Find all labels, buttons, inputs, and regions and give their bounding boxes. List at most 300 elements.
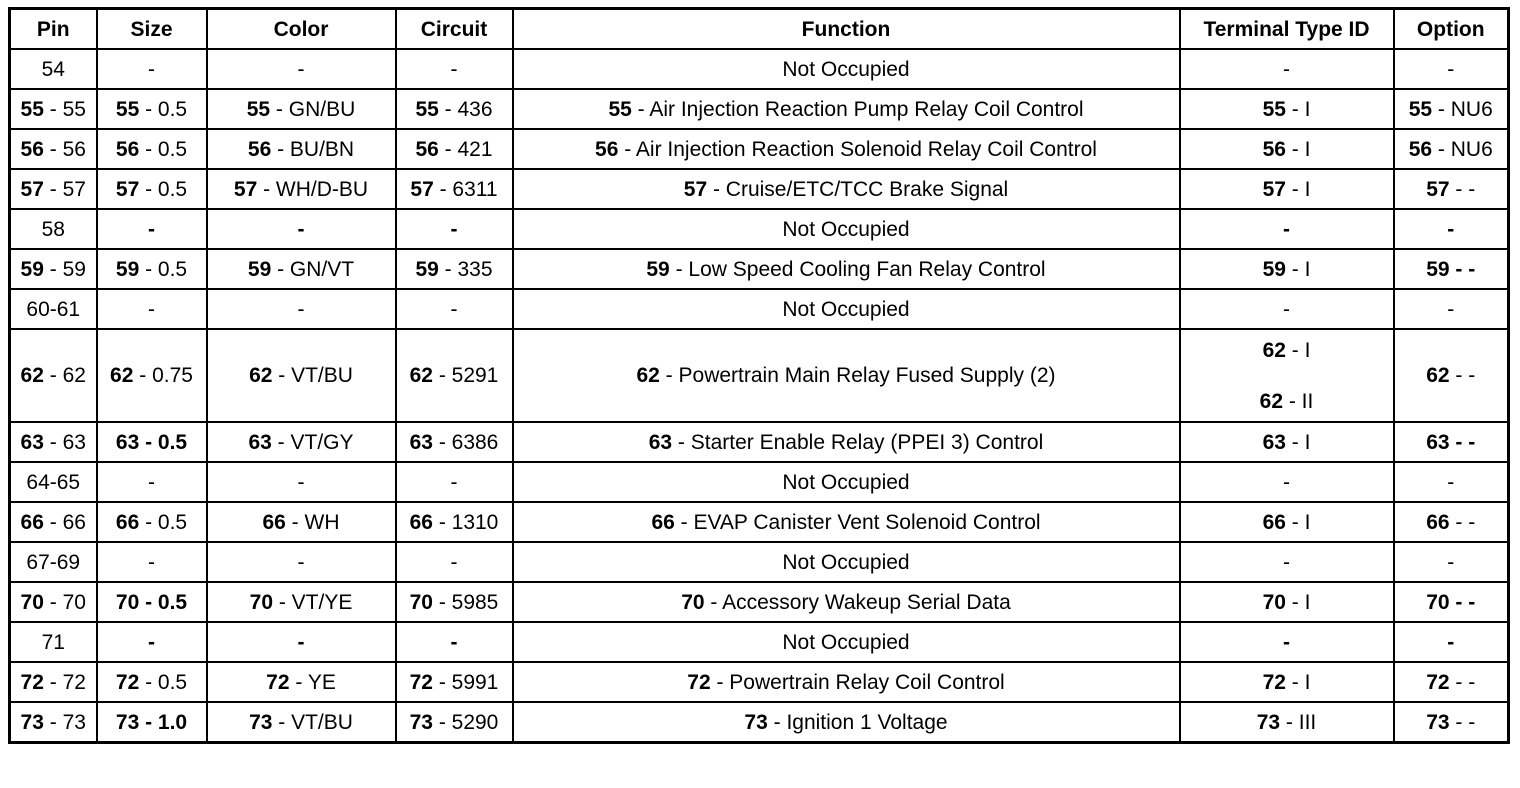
cell-value: - Air Injection Reaction Pump Relay Coil Control	[631, 97, 1084, 121]
cell-function	[513, 702, 1180, 743]
cell-size	[97, 662, 207, 702]
pin-number-label: - 0.5	[139, 430, 188, 454]
cell-function	[513, 502, 1180, 542]
cell-function	[513, 422, 1180, 462]
pin-number-label: 62	[409, 364, 433, 387]
pin-number-label: 70	[115, 590, 140, 614]
cell-value: 67-69	[26, 550, 81, 574]
pin-number-label: 66	[1426, 510, 1450, 534]
cell-value: - 62	[43, 364, 86, 387]
pin-number-label: 59	[247, 257, 272, 281]
pin-number-label: 73	[115, 710, 140, 734]
cell-value: Not Occupied	[782, 297, 910, 321]
cell-value: - 73	[43, 710, 86, 734]
cell-option	[1394, 542, 1509, 582]
cell-value: - I	[1285, 510, 1311, 534]
cell-value: - GN/VT	[271, 257, 355, 281]
cell-circuit	[396, 622, 513, 662]
cell-pin	[10, 49, 97, 89]
pin-number-label: - -	[1449, 430, 1476, 454]
cell-value: - VT/BU	[272, 710, 353, 734]
pin-number-label: 72	[1426, 670, 1450, 694]
cell-value: - 56	[43, 137, 86, 161]
pin-number-label: -	[297, 217, 305, 241]
cell-option	[1394, 662, 1509, 702]
cell-pin	[10, 662, 97, 702]
pin-number-label: 66	[20, 510, 44, 534]
table-row	[10, 329, 1509, 422]
cell-value: 71	[41, 630, 65, 654]
cell-terminal-type-id	[1180, 462, 1394, 502]
cell-value: -	[1283, 470, 1290, 494]
cell-pin	[10, 329, 97, 422]
cell-pin	[10, 169, 97, 209]
cell-value: - 0.5	[139, 177, 188, 201]
cell-terminal-type-id	[1180, 169, 1394, 209]
cell-value: - WH/D-BU	[257, 177, 369, 201]
cell-function	[513, 329, 1180, 422]
cell-function	[513, 289, 1180, 329]
cell-value: - Powertrain Relay Coil Control	[710, 670, 1005, 694]
pin-number-label: 66	[651, 510, 675, 534]
cell-option	[1394, 702, 1509, 743]
cell-line	[1263, 340, 1311, 361]
pin-number-label: 73	[1256, 710, 1281, 734]
pin-number-label: 73	[1426, 710, 1450, 734]
cell-value: -	[297, 470, 305, 494]
cell-value: -	[450, 57, 458, 81]
table-row	[10, 422, 1509, 462]
pin-number-label: 62	[249, 364, 273, 387]
cell-value: - 436	[438, 97, 493, 121]
cell-value: - I	[1285, 257, 1311, 281]
cell-value: - 5991	[432, 670, 499, 694]
cell-pin	[10, 209, 97, 249]
cell-value: -	[297, 297, 305, 321]
column-header-option: Option	[1394, 9, 1509, 50]
table-body	[10, 49, 1509, 743]
cell-option	[1394, 169, 1509, 209]
cell-value: - VT/BU	[272, 364, 353, 387]
cell-value: - Starter Enable Relay (PPEI 3) Control	[672, 430, 1044, 454]
pin-number-label: -	[148, 630, 155, 654]
cell-circuit	[396, 422, 513, 462]
pin-number-label: 56	[20, 137, 44, 161]
pin-number-label: 57	[115, 177, 140, 201]
cell-value: -	[148, 550, 155, 574]
pin-number-label: 62	[1262, 338, 1286, 362]
cell-value: -	[1447, 297, 1455, 321]
cell-circuit	[396, 502, 513, 542]
cell-pin	[10, 289, 97, 329]
cell-circuit	[396, 462, 513, 502]
table-row	[10, 622, 1509, 662]
pin-number-label: -	[148, 217, 155, 241]
cell-size	[97, 622, 207, 662]
pin-number-label: 59	[20, 257, 44, 281]
pin-number-label: 66	[1262, 510, 1286, 534]
cell-value: - I	[1285, 430, 1311, 454]
cell-option	[1394, 329, 1509, 422]
cell-terminal-type-id	[1180, 502, 1394, 542]
pin-number-label: 63	[1426, 430, 1450, 454]
cell-color	[207, 169, 396, 209]
table-row	[10, 462, 1509, 502]
cell-size	[97, 209, 207, 249]
cell-color	[207, 662, 396, 702]
pin-number-label: -	[1283, 217, 1290, 241]
pin-number-label: 59	[415, 257, 439, 281]
cell-value: - 70	[43, 590, 86, 614]
pin-number-label: 70	[409, 590, 433, 614]
cell-value: 60-61	[26, 297, 81, 321]
cell-option	[1394, 502, 1509, 542]
cell-size	[97, 249, 207, 289]
cell-value: - II	[1283, 389, 1314, 413]
pin-number-label: 59	[646, 257, 670, 281]
cell-value: - 421	[438, 137, 493, 161]
cell-value: - 59	[43, 257, 86, 281]
table-row	[10, 49, 1509, 89]
cell-pin	[10, 622, 97, 662]
cell-value: - VT/YE	[273, 590, 353, 614]
pin-number-label: 56	[595, 137, 619, 161]
pin-number-label: 73	[249, 710, 273, 734]
pin-number-label: 63	[115, 430, 140, 454]
cell-value: - GN/BU	[270, 97, 356, 121]
cell-function	[513, 49, 1180, 89]
cell-value: - 0.75	[133, 364, 193, 387]
cell-size	[97, 702, 207, 743]
cell-color	[207, 582, 396, 622]
cell-value: - NU6	[1432, 137, 1493, 161]
cell-value: -	[1447, 57, 1455, 81]
pin-number-label: 72	[1262, 670, 1286, 694]
pin-number-label: 63	[409, 430, 433, 454]
cell-value: 64-65	[26, 470, 81, 494]
cell-value: -	[1283, 297, 1290, 321]
cell-option	[1394, 422, 1509, 462]
table-header-row	[10, 9, 1509, 50]
cell-value: -	[148, 57, 155, 81]
cell-terminal-type-id	[1180, 49, 1394, 89]
column-header-function: Function	[513, 9, 1180, 50]
cell-value: - -	[1449, 670, 1476, 694]
cell-color	[207, 249, 396, 289]
pin-number-label: 63	[248, 430, 272, 454]
cell-option	[1394, 89, 1509, 129]
cell-size	[97, 169, 207, 209]
table-row	[10, 289, 1509, 329]
cell-option	[1394, 209, 1509, 249]
cell-value: -	[450, 297, 458, 321]
pin-number-label: 70	[20, 590, 44, 614]
cell-function	[513, 129, 1180, 169]
cell-color	[207, 209, 396, 249]
cell-value: - WH	[285, 510, 340, 534]
cell-line	[1260, 391, 1314, 412]
cell-color	[207, 502, 396, 542]
cell-circuit	[396, 129, 513, 169]
cell-function	[513, 542, 1180, 582]
cell-size	[97, 89, 207, 129]
pin-number-label: -	[1447, 217, 1455, 241]
pin-number-label: 56	[1408, 137, 1433, 161]
cell-value: - 55	[43, 97, 86, 121]
cell-value: - 0.5	[139, 137, 188, 161]
cell-value: - 335	[438, 257, 493, 281]
cell-color	[207, 702, 396, 743]
pin-number-label: -	[450, 630, 458, 654]
cell-terminal-type-id	[1180, 209, 1394, 249]
pin-number-label: 57	[20, 177, 44, 201]
cell-value: 54	[41, 57, 65, 81]
cell-value: -	[1283, 57, 1290, 81]
cell-value: - Accessory Wakeup Serial Data	[704, 590, 1011, 614]
multi-value-stack	[1183, 340, 1391, 412]
pin-number-label: 70	[1262, 590, 1286, 614]
cell-function	[513, 622, 1180, 662]
cell-value: - 6311	[433, 177, 498, 201]
cell-value: - VT/GY	[271, 430, 354, 454]
cell-color	[207, 622, 396, 662]
pin-number-label: - -	[1449, 590, 1476, 614]
cell-value: - 0.5	[139, 670, 188, 694]
cell-pin	[10, 249, 97, 289]
cell-value: - -	[1449, 510, 1476, 534]
cell-color	[207, 289, 396, 329]
pin-number-label: 73	[744, 710, 768, 734]
pin-number-label: 55	[415, 97, 439, 121]
pin-number-label: 66	[409, 510, 433, 534]
pin-number-label: 59	[115, 257, 140, 281]
cell-terminal-type-id	[1180, 662, 1394, 702]
pin-number-label: 72	[20, 670, 44, 694]
cell-value: - I	[1285, 177, 1311, 201]
cell-size	[97, 49, 207, 89]
pin-number-label: 73	[409, 710, 433, 734]
cell-value: - NU6	[1432, 97, 1493, 121]
pin-number-label: 57	[410, 177, 434, 201]
cell-pin	[10, 582, 97, 622]
cell-color	[207, 329, 396, 422]
pin-number-label: 56	[415, 137, 439, 161]
cell-value: - -	[1449, 177, 1476, 201]
cell-value: -	[450, 550, 458, 574]
cell-option	[1394, 462, 1509, 502]
table-row	[10, 542, 1509, 582]
cell-value: - EVAP Canister Vent Solenoid Control	[674, 510, 1041, 534]
cell-terminal-type-id	[1180, 622, 1394, 662]
pin-number-label: -	[1283, 630, 1290, 654]
cell-function	[513, 249, 1180, 289]
cell-terminal-type-id	[1180, 582, 1394, 622]
pin-number-label: 57	[233, 177, 258, 201]
cell-value: - 63	[43, 430, 86, 454]
cell-value: Not Occupied	[782, 57, 910, 81]
cell-circuit	[396, 249, 513, 289]
cell-value: - 0.5	[139, 257, 188, 281]
cell-pin	[10, 89, 97, 129]
column-header-terminal-type-id: Terminal Type ID	[1180, 9, 1394, 50]
pin-number-label: 73	[20, 710, 44, 734]
pin-number-label: -	[450, 217, 458, 241]
table-row	[10, 502, 1509, 542]
pin-number-label: 59	[1262, 257, 1286, 281]
cell-value: 58	[41, 217, 65, 241]
cell-value: - Ignition 1 Voltage	[767, 710, 948, 734]
column-header-size: Size	[97, 9, 207, 50]
pin-number-label: 56	[1262, 137, 1286, 161]
pin-number-label: 62	[636, 364, 660, 387]
pin-number-label: 62	[110, 364, 134, 387]
cell-circuit	[396, 702, 513, 743]
cell-value: Not Occupied	[782, 217, 910, 241]
cell-circuit	[396, 209, 513, 249]
table-row	[10, 702, 1509, 743]
cell-value: -	[1447, 550, 1455, 574]
cell-size	[97, 329, 207, 422]
pin-number-label: 57	[683, 177, 708, 201]
pin-number-label: 70	[1426, 590, 1450, 614]
cell-value: - 72	[43, 670, 86, 694]
cell-terminal-type-id	[1180, 542, 1394, 582]
pin-number-label: 55	[115, 97, 140, 121]
pin-number-label: 72	[266, 670, 290, 694]
cell-terminal-type-id	[1180, 702, 1394, 743]
cell-value: - I	[1285, 97, 1311, 121]
cell-pin	[10, 702, 97, 743]
pin-number-label: 55	[1408, 97, 1433, 121]
pin-number-label: -	[1447, 630, 1455, 654]
cell-circuit	[396, 289, 513, 329]
column-header-color: Color	[207, 9, 396, 50]
cell-pin	[10, 542, 97, 582]
cell-value: -	[1447, 470, 1455, 494]
cell-size	[97, 542, 207, 582]
cell-circuit	[396, 662, 513, 702]
cell-option	[1394, 289, 1509, 329]
pin-number-label: 72	[687, 670, 711, 694]
cell-value: - Air Injection Reaction Solenoid Relay Coil Control	[618, 137, 1097, 161]
pin-number-label: 72	[409, 670, 433, 694]
cell-circuit	[396, 49, 513, 89]
cell-size	[97, 462, 207, 502]
pin-number-label: 63	[1262, 430, 1286, 454]
pin-number-label: 57	[1426, 177, 1450, 201]
cell-value: -	[297, 550, 305, 574]
cell-pin	[10, 129, 97, 169]
table-row	[10, 662, 1509, 702]
cell-color	[207, 422, 396, 462]
pin-number-label: -	[297, 630, 305, 654]
pin-number-label: 63	[20, 430, 44, 454]
connector-pinout-table	[8, 7, 1510, 744]
cell-value: -	[1283, 550, 1290, 574]
cell-circuit	[396, 542, 513, 582]
table-row	[10, 89, 1509, 129]
cell-option	[1394, 129, 1509, 169]
pin-number-label: 66	[115, 510, 140, 534]
cell-size	[97, 582, 207, 622]
cell-terminal-type-id	[1180, 289, 1394, 329]
pin-number-label: 55	[246, 97, 271, 121]
cell-function	[513, 662, 1180, 702]
cell-circuit	[396, 89, 513, 129]
cell-value: - Low Speed Cooling Fan Relay Control	[669, 257, 1046, 281]
cell-value: - 0.5	[139, 510, 188, 534]
cell-value: - I	[1285, 338, 1311, 362]
pin-number-label: 70	[681, 590, 705, 614]
table-row	[10, 129, 1509, 169]
pin-number-label: 63	[648, 430, 673, 454]
cell-value: - 6386	[432, 430, 499, 454]
pin-number-label: 66	[262, 510, 286, 534]
pin-number-label: 62	[1259, 389, 1283, 413]
pin-number-label: - -	[1449, 257, 1476, 281]
cell-value: -	[450, 470, 458, 494]
cell-size	[97, 502, 207, 542]
pin-number-label: 55	[1262, 97, 1286, 121]
cell-value: - I	[1285, 590, 1311, 614]
cell-terminal-type-id	[1180, 249, 1394, 289]
cell-value: - 57	[43, 177, 86, 201]
pin-number-label: 62	[20, 364, 44, 387]
cell-value: - 0.5	[139, 97, 188, 121]
cell-value: - Powertrain Main Relay Fused Supply (2)	[659, 364, 1056, 387]
cell-value: - -	[1449, 364, 1476, 387]
cell-value: - Cruise/ETC/TCC Brake Signal	[707, 177, 1009, 201]
cell-function	[513, 169, 1180, 209]
cell-color	[207, 49, 396, 89]
cell-color	[207, 89, 396, 129]
cell-function	[513, 89, 1180, 129]
cell-option	[1394, 582, 1509, 622]
cell-value: - 5290	[432, 710, 499, 734]
cell-value: - 66	[43, 510, 86, 534]
cell-pin	[10, 502, 97, 542]
cell-value: -	[148, 297, 155, 321]
cell-terminal-type-id	[1180, 129, 1394, 169]
cell-terminal-type-id	[1180, 422, 1394, 462]
cell-value: - -	[1449, 710, 1476, 734]
pin-number-label: 56	[115, 137, 140, 161]
column-header-pin: Pin	[10, 9, 97, 50]
pin-number-label: - 1.0	[139, 710, 188, 734]
cell-color	[207, 462, 396, 502]
cell-value: - 1310	[432, 510, 499, 534]
cell-size	[97, 289, 207, 329]
cell-terminal-type-id	[1180, 329, 1394, 422]
pin-number-label: 56	[247, 137, 272, 161]
cell-option	[1394, 249, 1509, 289]
cell-value: Not Occupied	[782, 470, 910, 494]
table-row	[10, 169, 1509, 209]
cell-color	[207, 542, 396, 582]
pin-number-label: - 0.5	[139, 590, 188, 614]
cell-circuit	[396, 582, 513, 622]
cell-color	[207, 129, 396, 169]
cell-pin	[10, 422, 97, 462]
cell-value: -	[297, 57, 305, 81]
pin-number-label: 59	[1426, 257, 1450, 281]
table-row	[10, 249, 1509, 289]
cell-circuit	[396, 169, 513, 209]
cell-value: -	[148, 470, 155, 494]
cell-value: - 5291	[432, 364, 499, 387]
cell-value: - BU/BN	[271, 137, 355, 161]
table-row	[10, 582, 1509, 622]
